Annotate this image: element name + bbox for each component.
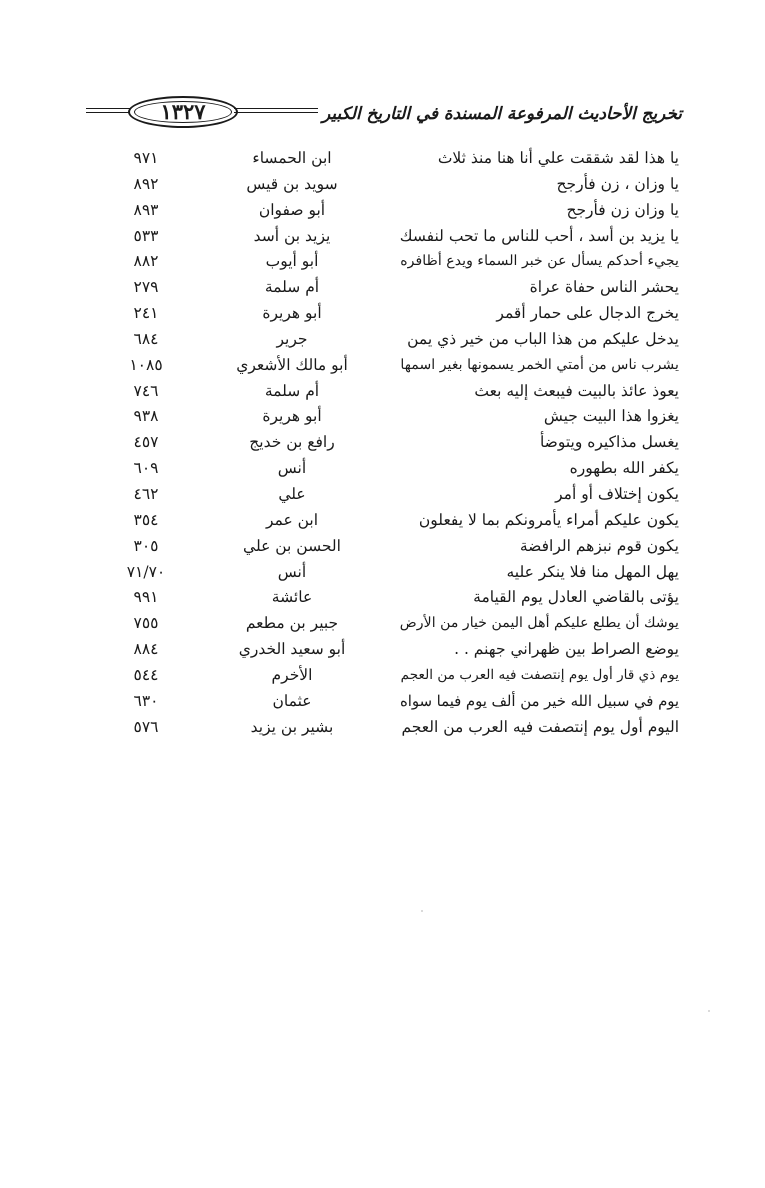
index-row: [0, 534, 765, 560]
hadith-number: ٧٥٥: [133, 614, 159, 633]
hadith-number: ٧١/٧٠: [126, 562, 166, 581]
hadith-text: يوم في سبيل الله خير من ألف يوم فيما سواه: [400, 692, 679, 710]
hadith-text: يخرج الدجال على حمار أقمر: [496, 304, 679, 323]
hadith-number: ٢٤١: [133, 304, 159, 323]
index-row: [0, 482, 765, 508]
page-speck: [421, 910, 423, 912]
narrator-name: أبو صفوان: [258, 200, 326, 219]
hadith-number: ٨٩٢: [133, 174, 159, 193]
index-row: [0, 353, 765, 379]
hadith-text: يا هذا لقد شققت علي أنا هنا منذ ثلاث: [437, 149, 679, 167]
narrator-name: جبير بن مطعم: [245, 614, 339, 633]
hadith-text: يدخل عليكم من هذا الباب من خير ذي يمن: [407, 329, 679, 348]
index-row: [0, 172, 765, 198]
index-row: [0, 456, 765, 482]
index-row: [0, 249, 765, 275]
book-title: تخريج الأحاديث المرفوعة المسندة في التاريخ الكبير: [322, 103, 682, 123]
hadith-number: ٨٩٣: [133, 200, 159, 219]
hadith-number: ٥٧٦: [133, 717, 159, 736]
hadith-number: ٦٣٠: [133, 691, 159, 710]
narrator-name: أنس: [277, 562, 307, 581]
narrator-name: أم سلمة: [264, 278, 320, 297]
index-row: [0, 224, 765, 250]
hadith-text: يوم ذي قار أول يوم إنتصفت فيه العرب من العجم: [400, 666, 679, 683]
hadith-number: ٥٣٣: [133, 226, 159, 245]
index-row: [0, 198, 765, 224]
hadith-text: يؤتى بالقاضي العادل يوم القيامة: [473, 588, 679, 607]
index-row: [0, 430, 765, 456]
narrator-name: أنس: [277, 459, 307, 478]
index-row: [0, 379, 765, 405]
page-header: [86, 96, 682, 136]
narrator-name: عثمان: [272, 691, 312, 710]
narrator-name: رافع بن خديج: [249, 433, 335, 452]
narrator-name: جرير: [276, 329, 308, 348]
hadith-text: يغسل مذاكيره ويتوضأ: [539, 433, 679, 452]
narrator-name: سويد بن قيس: [246, 174, 338, 193]
index-row: [0, 508, 765, 534]
index-row: [0, 560, 765, 586]
page-speck: [708, 1010, 710, 1012]
hadith-text: يوضع الصراط بين ظهراني جهنم . .: [454, 640, 679, 659]
hadith-number: ٤٥٧: [133, 433, 159, 452]
index-row: [0, 301, 765, 327]
index-row: [0, 715, 765, 741]
hadith-text: يغزوا هذا البيت جيش: [543, 407, 679, 426]
hadith-number: ٥٤٤: [133, 665, 159, 684]
hadith-text: يعوذ عائذ بالبيت فيبعث إليه بعث: [474, 381, 679, 400]
narrator-name: أبو هريرة: [262, 407, 322, 426]
hadith-number: ٩٣٨: [133, 407, 159, 426]
narrator-name: أبو مالك الأشعري: [236, 355, 348, 374]
index-row: [0, 404, 765, 430]
hadith-index-list: [0, 146, 765, 740]
hadith-text: يا وزان زن فأرجح: [566, 200, 679, 219]
index-row: [0, 663, 765, 689]
index-row: [0, 146, 765, 172]
narrator-name: عائشة: [271, 588, 313, 607]
index-row: [0, 689, 765, 715]
narrator-name: علي: [278, 484, 306, 503]
page-number: ١٣٢٧: [160, 99, 206, 124]
header-rule-left: [86, 108, 130, 113]
hadith-text: يهل المهل منا فلا ينكر عليه: [506, 562, 679, 581]
narrator-name: يزيد بن أسد: [253, 226, 331, 245]
index-row: [0, 611, 765, 637]
hadith-text: يا يزيد بن أسد ، أحب للناس ما تحب لنفسك: [399, 226, 679, 245]
hadith-text: يوشك أن يطلع عليكم أهل اليمن خيار من الأرض: [399, 615, 679, 632]
hadith-number: ٢٧٩: [133, 278, 159, 297]
hadith-text: يكون عليكم أمراء يأمرونكم بما لا يفعلون: [418, 510, 679, 529]
hadith-number: ٨٨٢: [133, 252, 159, 271]
hadith-number: ٤٦٢: [133, 484, 159, 503]
hadith-number: ٦٨٤: [133, 329, 159, 348]
narrator-name: الأخرم: [271, 665, 313, 684]
narrator-name: الحسن بن علي: [243, 536, 341, 555]
narrator-name: ابن الحمساء: [252, 149, 332, 167]
index-row: [0, 327, 765, 353]
index-row: [0, 637, 765, 663]
hadith-text: اليوم أول يوم إنتصفت فيه العرب من العجم: [401, 717, 679, 736]
hadith-number: ١٠٨٥: [129, 355, 163, 374]
hadith-text: يشرب ناس من أمتي الخمر يسمونها بغير اسمها: [400, 356, 679, 373]
hadith-number: ٣٠٥: [133, 536, 159, 555]
hadith-number: ٧٤٦: [133, 381, 159, 400]
narrator-name: أم سلمة: [264, 381, 320, 400]
hadith-text: يكون قوم نبزهم الرافضة: [519, 536, 679, 555]
hadith-text: يجيء أحدكم يسأل عن خبر السماء ويدع أظافره: [400, 253, 679, 270]
hadith-number: ٣٥٤: [133, 510, 159, 529]
page-number-badge: [128, 96, 238, 128]
narrator-name: أبو سعيد الخدري: [238, 640, 346, 659]
narrator-name: بشير بن يزيد: [250, 717, 334, 736]
hadith-text: يكفر الله بطهوره: [569, 459, 679, 478]
hadith-text: يكون إختلاف أو أمر: [555, 484, 679, 503]
index-row: [0, 275, 765, 301]
index-row: [0, 585, 765, 611]
narrator-name: أبو أيوب: [265, 252, 319, 271]
hadith-number: ٩٧١: [133, 149, 159, 167]
narrator-name: ابن عمر: [265, 510, 319, 529]
hadith-number: ٦٠٩: [133, 459, 159, 478]
narrator-name: أبو هريرة: [262, 304, 322, 323]
header-rule-right: [234, 108, 318, 113]
hadith-text: يحشر الناس حفاة عراة: [529, 278, 679, 297]
hadith-number: ٨٨٤: [133, 640, 159, 659]
hadith-number: ٩٩١: [133, 588, 159, 607]
hadith-text: يا وزان ، زن فأرجح: [556, 174, 679, 193]
